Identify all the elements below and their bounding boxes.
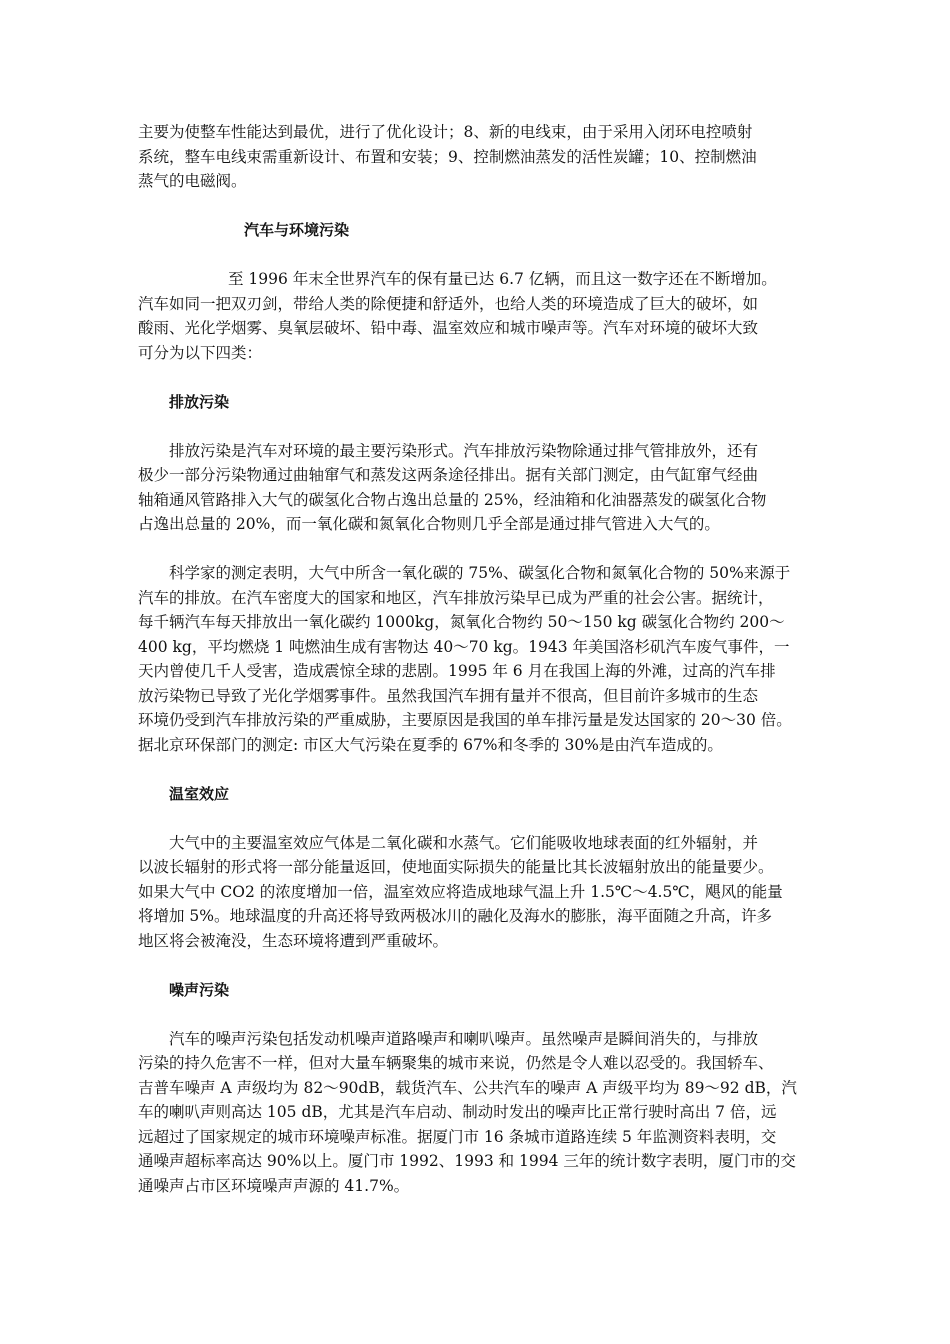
intro-paragraph [138, 120, 818, 194]
text-line: 排放污染是汽车对环境的最主要污染形式。汽车排放污染物除通过排气管排放外，还有 [169, 441, 759, 460]
text-line: 占逸出总量的 20%，而一氧化碳和氮氧化合物则几乎全部是通过排气管进入大气的。 [138, 515, 720, 533]
text-line: 至 1996 年末全世界汽车的保有量已达 6.7 亿辆，而且这一数字还在不断增加。 [228, 270, 777, 288]
section-heading-greenhouse: 温室效应 [169, 784, 230, 803]
section-heading-emission: 排放污染 [169, 392, 230, 411]
overview-paragraph [138, 267, 818, 365]
document-title: 汽车与环境污染 [244, 221, 350, 239]
text-line: 轴箱通风管路排入大气的碳氢化合物占逸出总量的 25%，经油箱和化油器蒸发的碳氢化合物 [138, 490, 767, 509]
text-line: 如果大气中 CO2 的浓度增加一倍，温室效应将造成地球气温上升 1.5℃～4.5℃，飓风的能量 [138, 882, 783, 901]
text-line: 汽车如同一把双刃剑，带给人类的除便捷和舒适外，也给人类的环境造成了巨大的破坏，如 [138, 294, 759, 313]
text-line: 车的喇叭声则高达 105 dB，尤其是汽车启动、制动时发出的噪声比正常行驶时高出 7 倍，远 [138, 1103, 777, 1121]
text-line: 通噪声占市区环境噪声声源的 41.7%。 [138, 1176, 410, 1195]
text-line: 极少一部分污染物通过曲轴窜气和蒸发这两条途径排出。据有关部门测定，由气缸窜气经曲 [138, 466, 759, 484]
text-line: 将增加 5%。地球温度的升高还将导致两极冰川的融化及海水的膨胀，海平面随之升高，许多 [138, 907, 773, 925]
section-heading-noise: 噪声污染 [169, 980, 230, 999]
noise-paragraph [138, 1027, 818, 1199]
text-line: 科学家的测定表明，大气中所含一氧化碳的 75%、碳氢化合物和氮氧化合物的 50%来源于 [169, 564, 791, 582]
greenhouse-paragraph [138, 831, 818, 954]
text-line: 天内曾使几千人受害，造成震惊全球的悲剧。1995 年 6 月在我国上海的外滩，过高的汽车排 [138, 662, 776, 680]
text-line: 放污染物已导致了光化学烟雾事件。虽然我国汽车拥有量并不很高，但目前许多城市的生态 [138, 686, 759, 705]
text-line: 据北京环保部门的测定: 市区大气污染在夏季的 67%和冬季的 30%是由汽车造成的。 [138, 735, 723, 754]
text-line: 400 kg，平均燃烧 1 吨燃油生成有害物达 40～70 kg。1943 年美国洛杉矶汽车废气事件，一 [138, 637, 790, 656]
text-line: 通噪声超标率高达 90%以上。厦门市 1992、1993 和 1994 三年的统计数字表明，厦门市的交 [138, 1152, 796, 1170]
document-page [138, 120, 818, 1198]
text-line: 主要为使整车性能达到最优，进行了优化设计；8、新的电线束，由于采用入闭环电控喷射 [138, 123, 753, 141]
text-line: 大气中的主要温室效应气体是二氧化碳和水蒸气。它们能吸收地球表面的红外辐射，并 [169, 833, 759, 852]
text-line: 酸雨、光化学烟雾、臭氧层破坏、铅中毒、温室效应和城市噪声等。汽车对环境的破坏大致 [138, 319, 759, 337]
text-line: 系统，整车电线束需重新设计、布置和安装；9、控制燃油蒸发的活性炭罐；10、控制燃油 [138, 147, 757, 166]
text-line: 吉普车噪声 A 声级均为 82～90dB，载货汽车、公共汽车的噪声 A 声级平均为 89～92 dB，汽 [138, 1078, 797, 1097]
text-line: 地区将会被淹没，生态环境将遭到严重破坏。 [138, 931, 449, 950]
text-line: 以波长辐射的形式将一部分能量返回，使地面实际损失的能量比其长波辐射放出的能量要少。 [138, 858, 774, 876]
text-line: 污染的持久危害不一样，但对大量车辆聚集的城市来说，仍然是令人难以忍受的。我国轿车、 [138, 1054, 774, 1072]
text-line: 汽车的噪声污染包括发动机噪声道路噪声和喇叭噪声。虽然噪声是瞬间消失的，与排放 [169, 1029, 759, 1048]
emission-paragraph-1 [138, 439, 818, 537]
text-line: 远超过了国家规定的城市环境噪声标准。据厦门市 16 条城市道路连续 5 年监测资料表明，交 [138, 1127, 777, 1146]
text-line: 环境仍受到汽车排放污染的严重威胁，主要原因是我国的单车排污量是发达国家的 20～30 倍。 [138, 711, 792, 729]
text-line: 每千辆汽车每天排放出一氧化碳约 1000kg，氮氧化合物约 50～150 kg 碳氢化合物约 200～ [138, 613, 785, 631]
text-line: 可分为以下四类： [138, 343, 263, 362]
emission-paragraph-2 [138, 561, 818, 757]
text-line: 汽车的排放。在汽车密度大的国家和地区，汽车排放污染早已成为严重的社会公害。据统计， [138, 588, 774, 607]
text-line: 蒸气的电磁阀。 [138, 172, 247, 190]
